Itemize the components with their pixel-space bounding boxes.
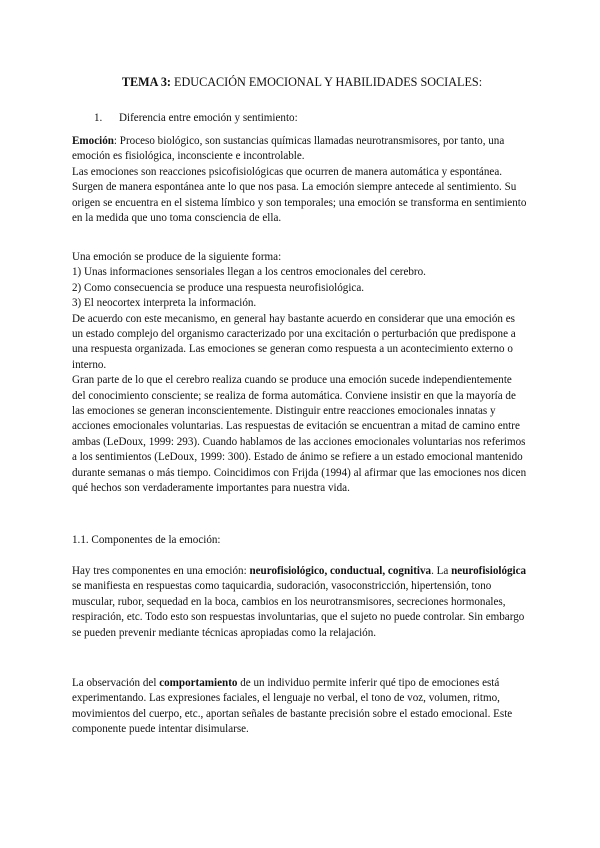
behavior-paragraph: [72, 676, 528, 738]
components-paragraph: [72, 564, 528, 641]
components-list: neurofisiológico, conductual, cognitiva: [249, 565, 432, 577]
process-intro: Una emoción se produce de la siguiente forma:: [72, 251, 282, 263]
components-text-e: se manifiesta en respuestas como taquicardia, sudoración, vasoconstricción, hipertensión, tono muscular, rubor, sequedad en la boca, cambios en los neurotransmisores, secreciones hormonales, respiración, etc. Todo esto son respuestas involuntarias, que el sujeto no puede controlar. Sin embargo se pueden prevenir mediante técnicas apropiadas como la relajación.: [72, 580, 525, 639]
emotion-definition-paragraph: [72, 134, 528, 226]
process-step-2: 2) Como consecuencia se produce una respuesta neurofisiológica.: [72, 281, 365, 294]
section-1-number: 1.: [94, 112, 103, 124]
emotion-term: Emoción: [72, 135, 114, 147]
components-text-c: . La: [431, 565, 452, 577]
title-prefix: TEMA 3:: [121, 75, 171, 89]
process-step-3: 3) El neocortex interpreta la información.: [72, 297, 257, 310]
section-1-1-heading: 1.1. Componentes de la emoción:: [72, 534, 221, 546]
process-text-a: De acuerdo con este mecanismo, en general hay bastante acuerdo en considerar que una emoción es un estado complejo del organismo caracterizado por una excitación o perturbación que predispone a una respuesta organizada. Las emociones se generan como respuesta a un acontecimiento externo o interno.: [72, 312, 516, 371]
section-1-heading: [72, 111, 574, 126]
title-text: EDUCACIÓN EMOCIONAL Y HABILIDADES SOCIALES:: [170, 75, 483, 89]
behavior-text-a: La observación del: [72, 677, 160, 689]
emotion-description: Las emociones son reacciones psicofisiológicas que ocurren de manera automática y espontánea. Surgen de manera espontánea ante lo que nos pasa. La emoción siempre antecede al sentimiento. Su origen se encuentra en el sistema límbico y son temporales; una emoción se transforma en sentimiento en la medida que uno toma consciencia de ella.: [72, 165, 527, 225]
emotion-definition: : Proceso biológico, son sustancias químicas llamadas neurotransmisores, por tanto, una emoción es fisiológica, inconsciente e incontrolable.: [72, 135, 505, 163]
components-text-a: Hay tres componentes en una emoción:: [72, 565, 250, 577]
behavior-term: comportamiento: [159, 677, 238, 689]
neurophysiological-term: neurofisiológica: [451, 565, 527, 577]
process-text-b: Gran parte de lo que el cerebro realiza cuando se produce una emoción sucede independientemente del conocimiento consciente; se realiza de forma automática. Conviene insistir en que la mayoría de las emociones se generan inconscientemente. Distinguir entre reacciones emocionales innatas y acciones emocionales voluntarias. Las respuestas de evitación se encuentran a mitad de camino entre ambas (LeDoux, 1999: 293). Cuando hablamos de las acciones emocionales voluntarias nos referimos a los sentimientos (LeDoux, 1999: 300). Estado de ánimo se refiere a un estado emocional mantenido durante semanas o más tiempo. Coincidimos con Frijda (1994) al afirmar que las emociones nos dicen qué hechos son verdaderamente importantes para nuestra vida.: [72, 374, 527, 495]
section-1-label: Diferencia entre emoción y sentimiento:: [119, 112, 298, 124]
page-title: [72, 74, 532, 90]
emotion-process-paragraph: [72, 250, 528, 497]
process-step-1: 1) Unas informaciones sensoriales llegan a los centros emocionales del cerebro.: [72, 266, 426, 279]
behavior-text-c: de un individuo permite inferir qué tipo de emociones está experimentando. Las expresiones faciales, el lenguaje no verbal, el tono de voz, volumen, ritmo, movimientos del cuerpo, etc., aportan señales de bastante precisión sobre el estado emocional. Este componente puede intentar disimularse.: [72, 677, 513, 736]
